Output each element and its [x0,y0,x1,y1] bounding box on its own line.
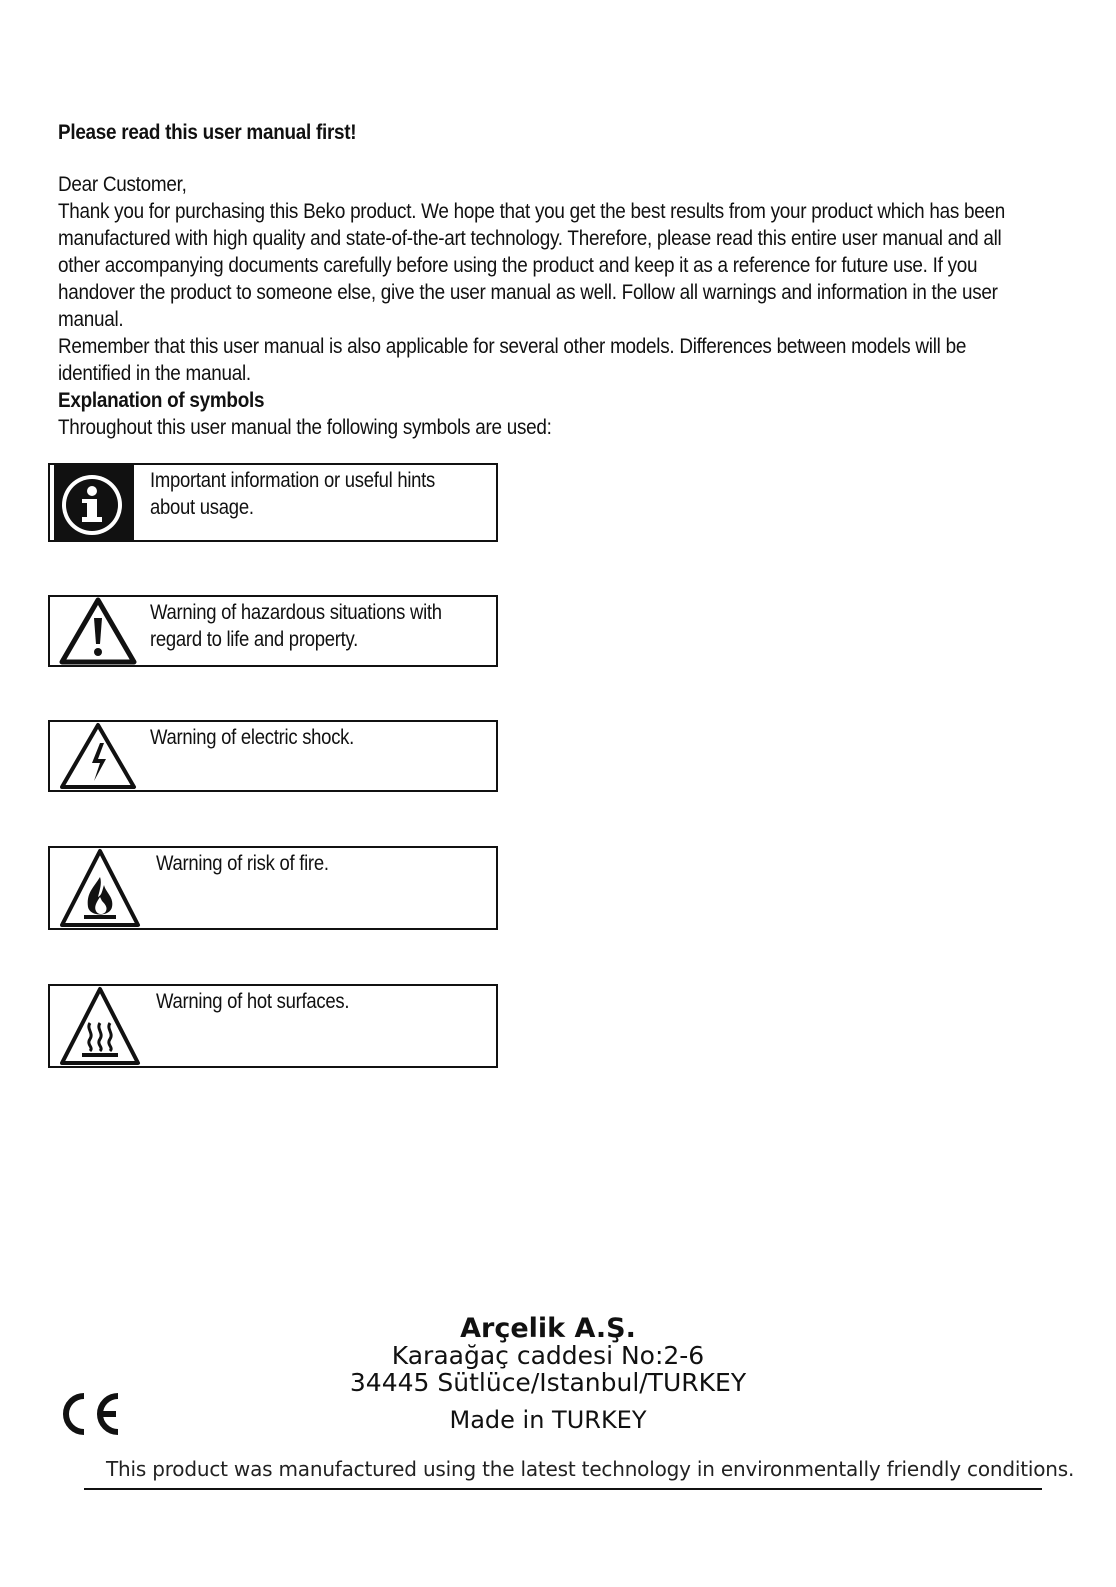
symbol-label: Warning of risk of fire. [156,852,329,875]
hot-surface-icon [58,986,142,1066]
environment-note: This product was manufactured using the latest technology in environmentally friendly conditions. [106,1457,1075,1481]
greeting: Dear Customer, [58,173,187,196]
symbol-label: Warning of hazardous situations with regard to life and property. [150,601,442,651]
symbol-row-fire [48,846,498,930]
symbol-row-warning [48,595,498,667]
electric-shock-icon [56,722,140,790]
warning-exclamation-icon [56,597,140,665]
symbol-row-hot-surface [48,984,498,1068]
page-heading: Please read this user manual first! [58,121,357,144]
symbols-intro: Throughout this user manual the following symbols are used: [58,416,552,439]
address-line-1: Karaağaç caddesi No:2-6 [391,1341,705,1370]
company-name: Arçelik A.Ş. [460,1313,636,1344]
address-line-2: 34445 Sütlüce/Istanbul/TURKEY [349,1368,747,1397]
footer-divider [84,1488,1042,1490]
intro-paragraph: Thank you for purchasing this Beko product. We hope that you get the best results from your product which has been manufactured with high quality and state-of-the-art technology. Therefore, please read this entire user manual and all other accompanying documents carefully before using the product and keep it as a reference for future use. If you handover the product to someone else, give the user manual as well. Follow all warnings and information in the user manual. [58,200,1005,331]
symbol-label: Warning of hot surfaces. [156,990,350,1013]
symbols-heading: Explanation of symbols [58,389,265,412]
symbol-row-electric [48,720,498,792]
symbol-label: Important information or useful hints about usage. [150,469,436,519]
symbol-label: Warning of electric shock. [150,726,355,749]
ce-mark-icon [56,1390,126,1438]
intro-block [58,171,1048,441]
info-icon [54,465,134,540]
fire-risk-icon [58,848,142,928]
symbol-row-info [48,463,498,542]
models-note: Remember that this user manual is also applicable for several other models. Differences between models will be identified in the manual. [58,335,967,385]
made-in: Made in TURKEY [449,1406,647,1434]
